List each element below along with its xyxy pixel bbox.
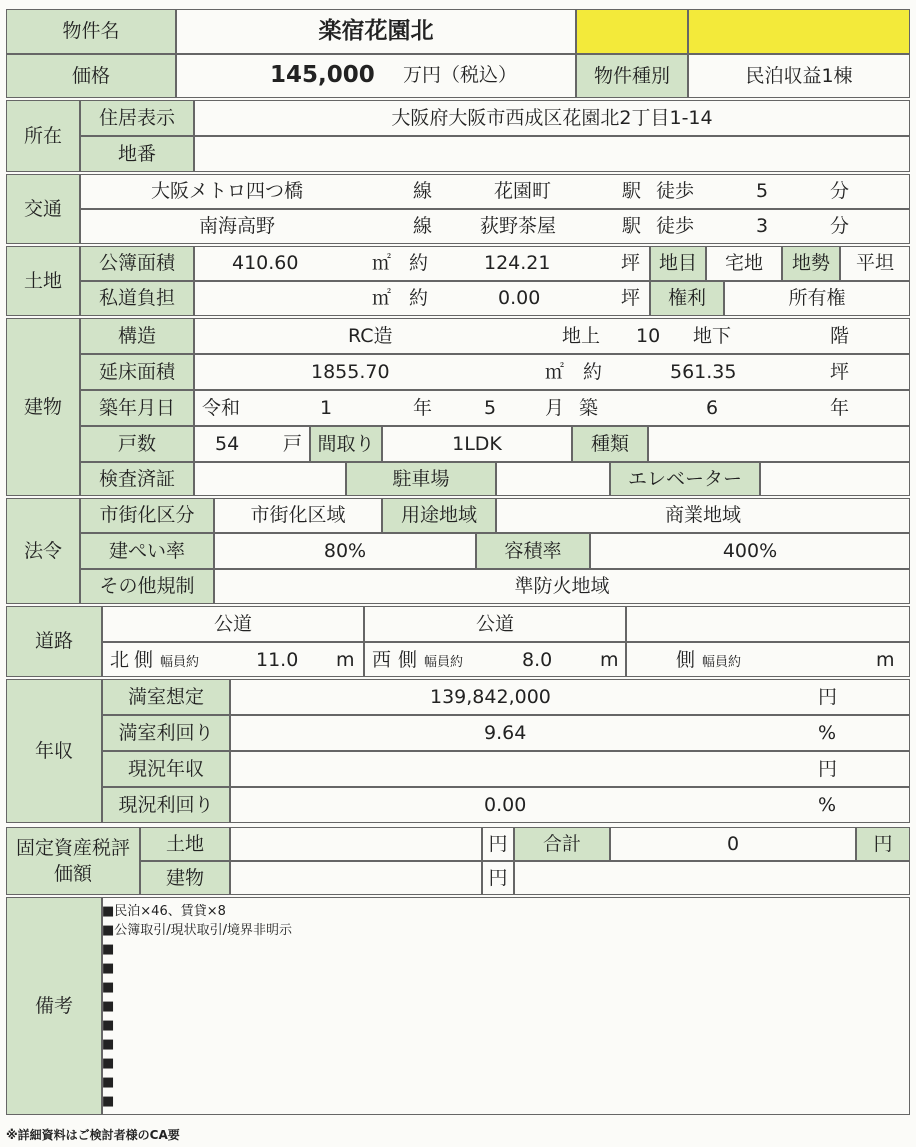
label-law: 法令 <box>6 498 80 604</box>
label-category: 地目 <box>650 246 706 281</box>
land-m2-unit: ㎡ <box>372 252 392 274</box>
price: 145,000 <box>270 62 375 88</box>
price-unit: 万円（税込） <box>403 64 518 86</box>
tax-land-unit: 円 <box>482 827 514 861</box>
land-rights: 所有権 <box>724 281 910 316</box>
remark-line: ■ <box>102 1056 115 1071</box>
built-year: 1 <box>320 397 333 419</box>
label-building: 建物 <box>6 318 80 496</box>
building-age: 6 <box>706 397 719 419</box>
tax-land <box>230 827 482 861</box>
floors-above: 10 <box>636 325 661 347</box>
private-road-tsubo-unit: 坪 <box>621 287 641 309</box>
label-price: 価格 <box>6 54 176 98</box>
redacted-field-2 <box>688 9 910 54</box>
label-land: 土地 <box>6 246 80 316</box>
label-far: 容積率 <box>476 533 590 569</box>
label-lot: 地番 <box>80 136 194 172</box>
label-location: 所在 <box>6 100 80 172</box>
floors-above-label: 地上 <box>562 325 601 347</box>
other-regulation: 準防火地域 <box>214 569 910 604</box>
label-full-occupancy: 満室想定 <box>102 679 230 715</box>
route-1-station-unit: 駅 <box>622 180 642 202</box>
route-1-line: 大阪メトロ四つ橋 <box>151 180 304 202</box>
label-road: 道路 <box>6 606 102 677</box>
remark-line: ■ <box>102 1094 115 1109</box>
label-private-road: 私道負担 <box>80 281 194 316</box>
road-3-width-unit: m <box>876 649 895 671</box>
route-1-line-unit: 線 <box>413 180 433 202</box>
label-transport: 交通 <box>6 174 80 244</box>
kind <box>648 426 910 462</box>
label-remarks: 備考 <box>6 897 102 1115</box>
remark-line: ■ <box>102 1037 115 1052</box>
label-tax-value: 固定資産税評価額 <box>6 827 140 895</box>
structure-cell <box>194 318 910 354</box>
route-1-minutes: 5 <box>756 180 769 202</box>
redacted-field-1 <box>576 9 688 54</box>
zoning: 商業地域 <box>496 498 910 533</box>
built-month: 5 <box>484 397 497 419</box>
tax-building <box>230 861 482 895</box>
road-1-side: 側 <box>134 649 154 671</box>
current-income-unit: 円 <box>818 758 838 780</box>
label-kind: 種類 <box>572 426 648 462</box>
remark-line: ■ <box>102 1018 115 1033</box>
floor-unit: 階 <box>830 325 850 347</box>
label-coverage: 建ぺい率 <box>80 533 214 569</box>
label-tax-land: 土地 <box>140 827 230 861</box>
elevator <box>760 462 910 496</box>
road-3-width-label: 幅員約 <box>702 655 742 670</box>
road-1-width: 11.0 <box>256 649 299 671</box>
remark-line: ■公簿取引/現状取引/境界非明示 <box>102 923 293 938</box>
land-approx: 約 <box>409 252 429 274</box>
parking <box>496 462 610 496</box>
remark-line: ■ <box>102 1075 115 1090</box>
full-occupancy-unit: 円 <box>818 686 838 708</box>
road-3-cell <box>626 642 910 677</box>
label-inspection: 検査済証 <box>80 462 194 496</box>
current-yield-unit: % <box>818 794 837 816</box>
label-floor-area: 延床面積 <box>80 354 194 390</box>
tax-blank <box>514 861 910 895</box>
private-road-m2-unit: ㎡ <box>372 287 392 309</box>
label-income: 年収 <box>6 679 102 823</box>
remark-line: ■ <box>102 942 115 957</box>
remark-line: ■ <box>102 999 115 1014</box>
built-label: 築 <box>579 397 599 419</box>
land-tsubo-unit: 坪 <box>621 252 641 274</box>
land-category: 宅地 <box>706 246 782 281</box>
full-occupancy: 139,842,000 <box>430 686 551 708</box>
road-1-type: 公道 <box>102 606 364 642</box>
road-2-width-label: 幅員約 <box>424 655 464 670</box>
label-built-date: 築年月日 <box>80 390 194 426</box>
footer-note: ※詳細資料はご検討者様のCA要 <box>6 1128 180 1142</box>
current-income-cell <box>230 751 910 787</box>
road-1-direction: 北 <box>110 649 130 671</box>
current-yield: 0.00 <box>484 794 527 816</box>
label-current-yield: 現況利回り <box>102 787 230 823</box>
label-land-area: 公簿面積 <box>80 246 194 281</box>
label-elevator: エレベーター <box>610 462 760 496</box>
route-1-minute-unit: 分 <box>830 180 850 202</box>
inspection <box>194 462 346 496</box>
floor-area-tsubo-unit: 坪 <box>830 361 850 383</box>
label-rights: 権利 <box>650 281 724 316</box>
label-name: 物件名 <box>6 9 176 54</box>
remark-line: ■ <box>102 961 115 976</box>
tax-building-unit: 円 <box>482 861 514 895</box>
address: 大阪府大阪市西成区花園北2丁目1-14 <box>194 100 910 136</box>
route-2-station-unit: 駅 <box>622 215 642 237</box>
land-area-tsubo: 124.21 <box>484 252 551 274</box>
land-area-m2: 410.60 <box>232 252 299 274</box>
route-2-line-unit: 線 <box>413 215 433 237</box>
road-2-width: 8.0 <box>522 649 553 671</box>
building-age-unit: 年 <box>830 397 850 419</box>
built-era: 令和 <box>202 397 241 419</box>
urbanization: 市街化区域 <box>214 498 382 533</box>
remarks-lines <box>102 902 292 1111</box>
road-2-side: 側 <box>398 649 418 671</box>
label-layout: 間取り <box>310 426 382 462</box>
road-2-type: 公道 <box>364 606 626 642</box>
floor-area-tsubo: 561.35 <box>670 361 737 383</box>
label-urbanization: 市街化区分 <box>80 498 214 533</box>
layout: 1LDK <box>382 426 572 462</box>
tax-total: 0 <box>610 827 856 861</box>
label-tax-total: 合計 <box>514 827 610 861</box>
land-terrain: 平坦 <box>840 246 910 281</box>
route-2-line: 南海高野 <box>199 215 276 237</box>
label-type: 物件種別 <box>576 54 688 98</box>
full-yield-unit: % <box>818 722 837 744</box>
floor-area-m2-unit: ㎡ <box>545 361 565 383</box>
structure: RC造 <box>348 325 393 347</box>
far: 400% <box>590 533 910 569</box>
private-road-approx: 約 <box>409 287 429 309</box>
label-tax-building: 建物 <box>140 861 230 895</box>
floor-area-m2: 1855.70 <box>311 361 390 383</box>
units-unit: 戸 <box>283 433 303 455</box>
built-month-unit: 月 <box>545 397 565 419</box>
floor-area-approx: 約 <box>583 361 603 383</box>
full-yield-cell <box>230 715 910 751</box>
full-occupancy-cell <box>230 679 910 715</box>
road-3-side: 側 <box>676 649 696 671</box>
property-name: 楽宿花園北 <box>176 9 576 54</box>
road-1-width-label: 幅員約 <box>160 655 200 670</box>
label-structure: 構造 <box>80 318 194 354</box>
label-address: 住居表示 <box>80 100 194 136</box>
full-yield: 9.64 <box>484 722 527 744</box>
label-units: 戸数 <box>80 426 194 462</box>
units: 54 <box>215 433 240 455</box>
remark-line: ■民泊×46、賃貸×8 <box>102 904 226 919</box>
label-parking: 駐車場 <box>346 462 496 496</box>
route-2-minute-unit: 分 <box>830 215 850 237</box>
route-1-station: 花園町 <box>494 180 552 202</box>
label-zoning: 用途地域 <box>382 498 496 533</box>
route-2-minutes: 3 <box>756 215 769 237</box>
route-2-walk: 徒歩 <box>656 215 695 237</box>
private-road-tsubo: 0.00 <box>498 287 541 309</box>
road-2-width-unit: m <box>600 649 619 671</box>
coverage: 80% <box>214 533 476 569</box>
lot <box>194 136 910 172</box>
road-3-type <box>626 606 910 642</box>
current-yield-cell <box>230 787 910 823</box>
label-current-income: 現況年収 <box>102 751 230 787</box>
road-2-direction: 西 <box>372 649 392 671</box>
route-1-walk: 徒歩 <box>656 180 695 202</box>
label-other-regulation: その他規制 <box>80 569 214 604</box>
property-type: 民泊収益1棟 <box>688 54 910 98</box>
road-1-width-unit: m <box>336 649 355 671</box>
built-year-unit: 年 <box>413 397 433 419</box>
label-terrain: 地勢 <box>782 246 840 281</box>
route-2-station: 荻野茶屋 <box>480 215 557 237</box>
floors-below-label: 地下 <box>693 325 732 347</box>
tax-total-unit: 円 <box>856 827 910 861</box>
remark-line: ■ <box>102 980 115 995</box>
label-full-yield: 満室利回り <box>102 715 230 751</box>
